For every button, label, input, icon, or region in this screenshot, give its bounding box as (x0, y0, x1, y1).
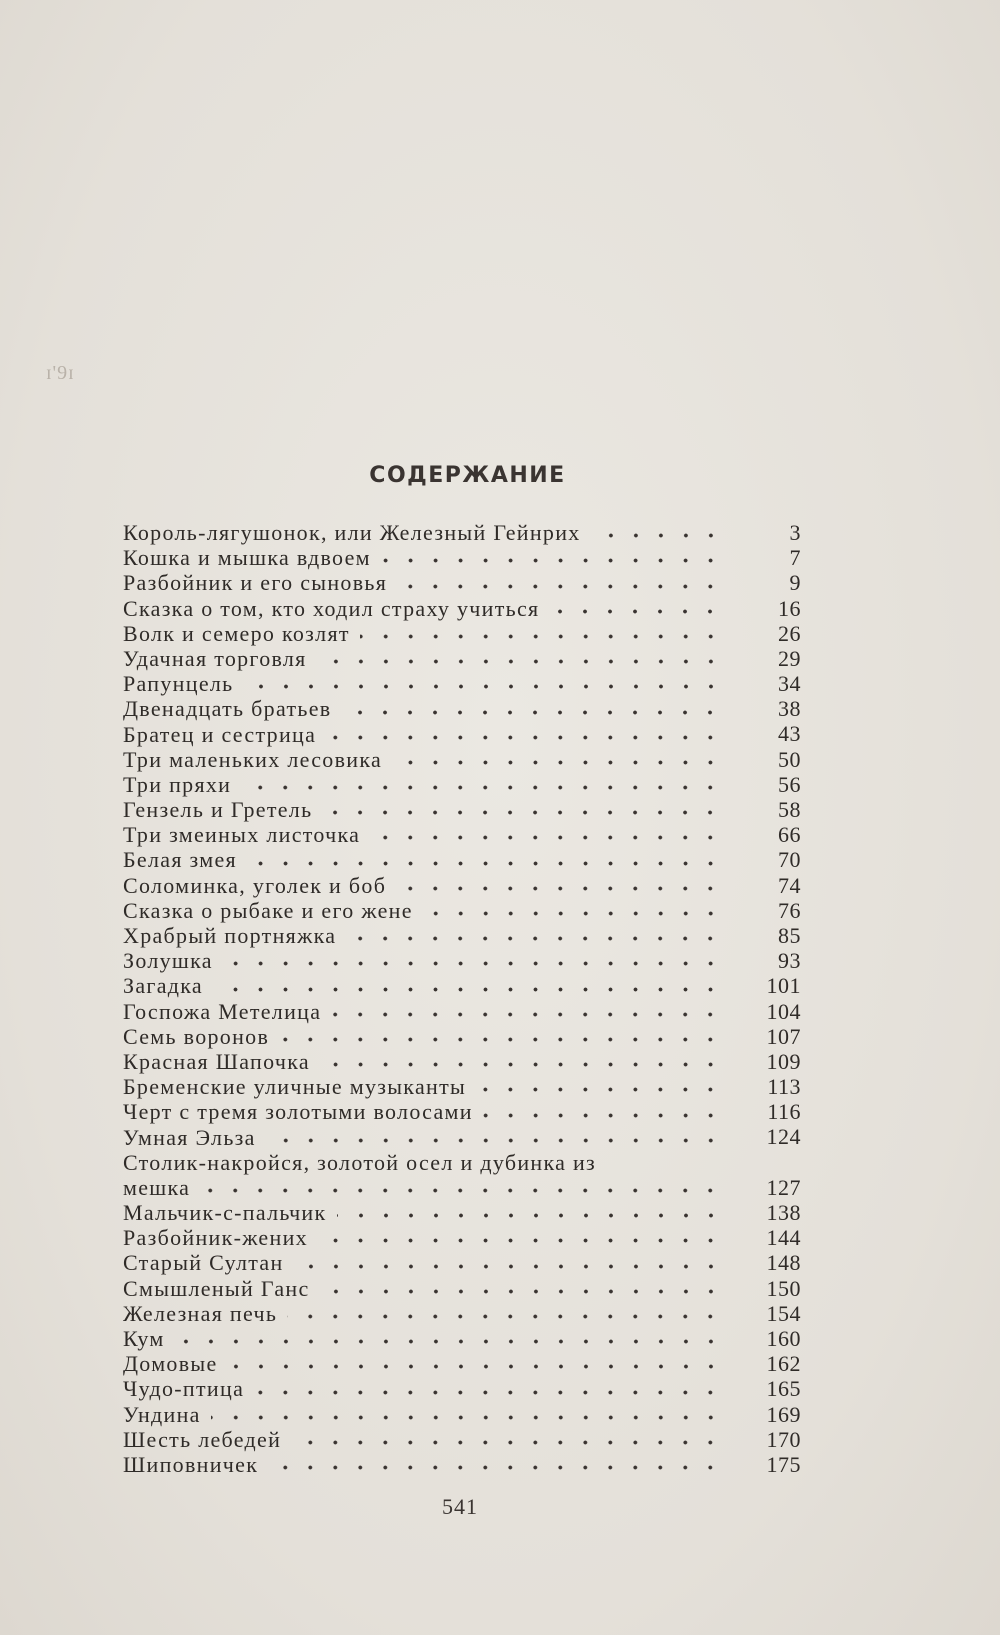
toc-entry-page-number: 144 (766, 1225, 801, 1251)
toc-entry (123, 999, 801, 1024)
toc-entry (123, 1074, 801, 1099)
toc-entry (123, 948, 801, 973)
toc-entry-title: Столик-накройся, золотой осел и дубинка из (123, 1149, 597, 1175)
dot-leader (476, 1087, 723, 1092)
toc-entry-page-number: 124 (766, 1124, 801, 1150)
toc-entry (123, 1099, 801, 1124)
toc-entry-title: Ундина (123, 1401, 201, 1427)
dot-leader (200, 1188, 723, 1193)
toc-entry-title: Сказка о том, кто ходил страху учиться (123, 595, 540, 621)
toc-entry (123, 772, 801, 797)
dot-leader (175, 1339, 723, 1344)
toc-entry-title: Шесть лебедей (123, 1426, 282, 1452)
toc-entry-page-number: 104 (766, 998, 801, 1024)
toc-entry-title: Загадка (123, 973, 203, 999)
toc-entry-page-number: 74 (778, 872, 801, 898)
toc-entry-title: Соломинка, уголек и боб (123, 872, 387, 898)
toc-entry-page-number: 150 (766, 1275, 801, 1301)
dot-leader (392, 760, 723, 765)
toc-entry-page-number: 175 (766, 1451, 801, 1477)
table-of-contents (123, 520, 801, 1477)
dot-leader (346, 936, 723, 941)
toc-entry (123, 1125, 801, 1150)
dot-leader (360, 634, 723, 639)
toc-entry (123, 822, 801, 847)
toc-entry-title: Золушка (123, 948, 213, 974)
toc-entry-page-number: 34 (778, 671, 801, 697)
toc-entry (123, 1402, 801, 1427)
toc-entry-title: Рапунцель (123, 671, 234, 697)
toc-entry-page-number: 76 (778, 897, 801, 923)
toc-entry-title: Шиповничек (123, 1451, 259, 1477)
dot-leader (320, 1062, 723, 1067)
toc-entry-page-number: 113 (767, 1074, 801, 1100)
dot-leader (317, 659, 723, 664)
toc-entry-title-continued: мешка (123, 1174, 191, 1200)
toc-entry-page-number: 56 (778, 771, 801, 797)
dot-leader (241, 785, 723, 790)
dot-leader (211, 1415, 723, 1420)
toc-entry-title: Храбрый портняжка (123, 923, 337, 948)
toc-entry (123, 1225, 801, 1250)
toc-entry (123, 545, 801, 570)
toc-entry-title: Три пряхи (123, 771, 232, 797)
toc-entry-title: Братец и сестрица (123, 721, 317, 747)
toc-entry-page-number: 85 (778, 922, 801, 948)
dot-leader (318, 1238, 723, 1243)
toc-entry-page-number: 43 (778, 721, 801, 747)
dot-leader (381, 558, 723, 563)
toc-entry-title: Чудо-птица (123, 1376, 245, 1402)
toc-entry (123, 596, 801, 621)
dot-leader (223, 961, 723, 966)
dot-leader (331, 1012, 723, 1017)
toc-entry (123, 1276, 801, 1301)
toc-entry-page-number: 169 (766, 1401, 801, 1427)
dot-leader (291, 1440, 723, 1445)
toc-entry (123, 747, 801, 772)
toc-entry (123, 671, 801, 696)
toc-entry-title: Сказка о рыбаке и его жене (123, 897, 413, 923)
toc-entry-title: Король-лягушонок, или Железный Гейнрих (123, 520, 581, 545)
dot-leader (483, 1113, 723, 1118)
toc-entry (123, 1351, 801, 1376)
toc-entry-title: Белая змея (123, 847, 237, 873)
toc-entry-title: Разбойник и его сыновья (123, 570, 388, 596)
toc-entry (123, 646, 801, 671)
toc-entry-page-number: 127 (766, 1174, 801, 1200)
toc-entry-page-number: 162 (766, 1351, 801, 1377)
toc-entry-page-number: 16 (778, 595, 801, 621)
toc-entry-page-number: 93 (778, 948, 801, 974)
toc-entry-page-number: 107 (766, 1023, 801, 1049)
toc-entry-page-number: 170 (766, 1426, 801, 1452)
toc-entry-page-number: 165 (766, 1376, 801, 1402)
dot-leader (268, 1465, 723, 1470)
toc-entry-title: Удачная торговля (123, 645, 307, 671)
toc-entry-title: Бременские уличные музыканты (123, 1074, 467, 1100)
dot-leader (326, 735, 723, 740)
dot-leader (320, 1289, 723, 1294)
toc-entry-title: Старый Султан (123, 1250, 284, 1276)
toc-entry-title: Смышленый Ганс (123, 1275, 310, 1301)
toc-entry (123, 1452, 801, 1477)
toc-entry-title: Двенадцать братьев (123, 696, 332, 722)
dot-leader (337, 1213, 724, 1218)
toc-entry-title: Железная печь (123, 1300, 278, 1326)
toc-entry (123, 570, 801, 595)
toc-entry-title: Черт с тремя золотыми волосами (123, 1099, 473, 1125)
dot-leader (254, 1390, 723, 1395)
toc-entry (123, 923, 801, 948)
toc-entry (123, 873, 801, 898)
toc-entry (123, 696, 801, 721)
toc-entry (123, 1150, 801, 1200)
toc-entry (123, 520, 801, 545)
bleed-through-mark: ɪ'9ɪ (46, 362, 75, 384)
dot-leader (266, 1138, 723, 1143)
toc-entry (123, 1301, 801, 1326)
toc-entry-page-number: 101 (766, 973, 801, 999)
toc-entry (123, 1326, 801, 1351)
dot-leader (247, 861, 723, 866)
dot-leader (294, 1264, 723, 1269)
dot-leader (244, 684, 723, 689)
toc-entry (123, 621, 801, 646)
page-number: 541 (442, 1494, 478, 1519)
toc-entry-page-number: 3 (789, 519, 801, 545)
toc-entry-title: Гензель и Гретель (123, 797, 313, 823)
toc-entry-page-number: 50 (778, 746, 801, 772)
dot-leader (213, 987, 723, 992)
toc-entry-title: Три змеиных листочка (123, 822, 361, 848)
toc-entry-page-number: 148 (766, 1250, 801, 1276)
toc-entry-title: Разбойник-жених (123, 1225, 308, 1251)
toc-entry (123, 722, 801, 747)
toc-entry-title: Три маленьких лесовика (123, 746, 383, 772)
toc-entry-page-number: 138 (766, 1200, 801, 1226)
toc-entry-page-number: 58 (778, 797, 801, 823)
dot-leader (341, 710, 723, 715)
dot-leader (228, 1364, 723, 1369)
contents-heading: СОДЕРЖАНИЕ (369, 463, 566, 488)
toc-entry-page-number: 26 (778, 620, 801, 646)
toc-entry-page-number: 70 (778, 847, 801, 873)
toc-entry-title: Кошка и мышка вдвоем (123, 545, 371, 571)
dot-leader (322, 810, 723, 815)
dot-leader (279, 1037, 723, 1042)
toc-entry (123, 1427, 801, 1452)
toc-entry (123, 1200, 801, 1225)
toc-entry-page-number: 66 (778, 822, 801, 848)
dot-leader (397, 584, 723, 589)
toc-entry (123, 797, 801, 822)
toc-entry-page-number: 9 (789, 570, 801, 596)
toc-entry-page-number: 29 (778, 645, 801, 671)
toc-entry-title: Госпожа Метелица (123, 998, 322, 1024)
dot-leader (370, 835, 723, 840)
toc-entry (123, 973, 801, 998)
toc-entry-page-number: 38 (778, 696, 801, 722)
dot-leader (287, 1314, 723, 1319)
toc-entry-title: Красная Шапочка (123, 1048, 310, 1074)
toc-entry-title: Кум (123, 1326, 165, 1352)
toc-entry-title: Волк и семеро козлят (123, 620, 350, 646)
toc-entry (123, 1049, 801, 1074)
toc-entry-title: Умная Эльза (123, 1124, 256, 1150)
toc-entry (123, 847, 801, 872)
toc-entry-page-number: 109 (766, 1048, 801, 1074)
dot-leader (591, 533, 723, 538)
toc-entry (123, 1250, 801, 1275)
toc-entry-title: Мальчик-с-пальчик (123, 1200, 327, 1226)
toc-entry (123, 1376, 801, 1401)
toc-entry-page-number: 160 (766, 1326, 801, 1351)
dot-leader (396, 886, 723, 891)
toc-entry (123, 1024, 801, 1049)
dot-leader (549, 609, 723, 614)
toc-entry-title: Семь воронов (123, 1023, 270, 1049)
dot-leader (423, 911, 723, 916)
toc-entry-page-number: 154 (766, 1300, 801, 1326)
toc-entry (123, 898, 801, 923)
toc-entry-page-number: 116 (767, 1099, 801, 1125)
toc-entry-title: Домовые (123, 1351, 218, 1377)
toc-entry-page-number: 7 (789, 545, 801, 571)
